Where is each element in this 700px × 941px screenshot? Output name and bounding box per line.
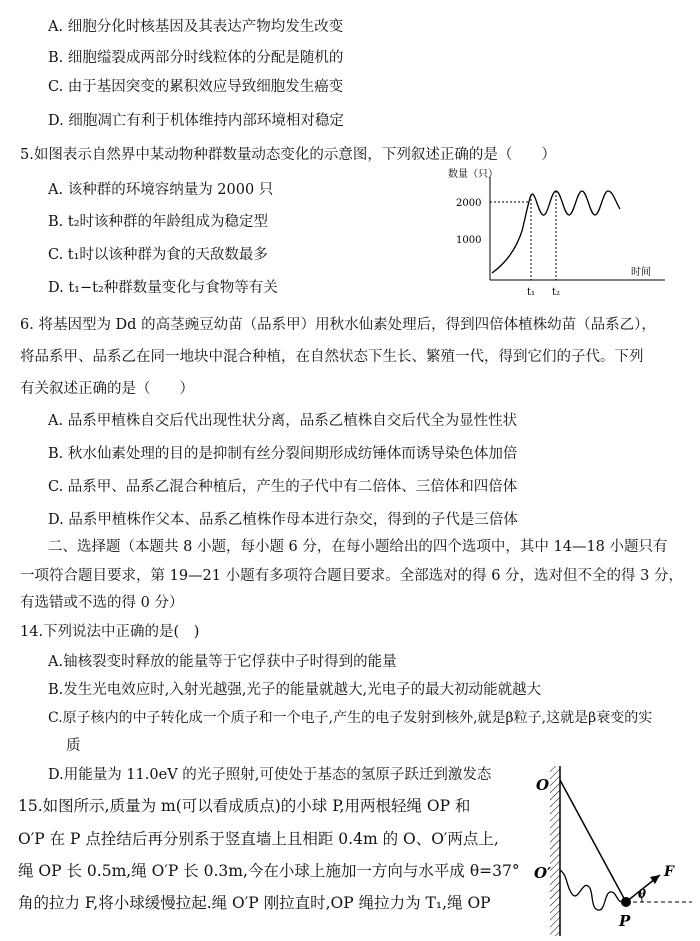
q6-line-1: 6. 将基因型为 Dd 的高茎豌豆幼苗（品系甲）用秋水仙素处理后，得到四倍体植株幼苗（品系乙）， <box>20 317 656 333</box>
graph-ytick-1000: 1000 <box>456 235 482 246</box>
q6-option-c: C. 品系甲、品系乙混合种植后，产生的子代中有二倍体、三倍体和四倍体 <box>48 479 518 495</box>
q6-line-2: 将品系甲、品系乙在同一地块中混合种植，在自然状态下生长、繁殖一代，得到它们的子代。下列 <box>20 349 644 365</box>
q14-option-a: A.铀核裂变时释放的能量等于它俘获中子时得到的能量 <box>48 654 397 670</box>
q5-option-b: B. t₂时该种群的年龄组成为稳定型 <box>48 214 269 230</box>
population-graph <box>440 163 670 305</box>
q14-option-c-cont: 质 <box>66 738 81 754</box>
q15-line-2: O′P 在 P 点拴结后再分别系于竖直墙上且相距 0.4m 的 O、O′两点上, <box>18 830 499 848</box>
q5-option-a: A. 该种群的环境容纳量为 2000 只 <box>48 182 274 198</box>
q15-line-3: 绳 OP 长 0.5m,绳 O′P 长 0.3m,今在小球上施加一方向与水平成 θ=37° <box>18 862 520 880</box>
q14-option-b: B.发生光电效应时,入射光越强,光子的能量就越大,光电子的最大初动能就越大 <box>48 682 542 698</box>
q6-option-a: A. 品系甲植株自交后代出现性状分离，品系乙植株自交后代全为显性性状 <box>48 413 518 429</box>
q4-option-d: D. 细胞凋亡有利于机体维持内部环境相对稳定 <box>48 113 344 129</box>
q6-option-d: D. 品系甲植株作父本、品系乙植株作母本进行杂交，得到的子代是三倍体 <box>48 512 518 528</box>
q6-option-b: B. 秋水仙素处理的目的是抑制有丝分裂间期形成纺锤体而诱导染色体加倍 <box>48 446 518 462</box>
q5-option-c: C. t₁时以该种群为食的天敌数最多 <box>48 247 268 263</box>
label-o-prime: O′ <box>534 864 552 882</box>
q5-option-d: D. t₁−t₂种群数量变化与食物等有关 <box>48 280 278 296</box>
q14-stem: 14.下列说法中正确的是( ) <box>20 624 200 640</box>
graph-ytick-2000: 2000 <box>456 198 482 209</box>
q15-line-4: 角的拉力 F,将小球缓慢拉起.绳 O′P 刚拉直时,OP 绳拉力为 T₁,绳 OP <box>18 894 491 912</box>
ball-p <box>621 897 631 907</box>
rope-o-prime-p <box>560 870 626 910</box>
graph-xtick-t1: t₁ <box>527 287 536 298</box>
q4-option-b: B. 细胞缢裂成两部分时线粒体的分配是随机的 <box>48 50 344 66</box>
rope-op <box>560 780 626 902</box>
q15-line-1: 15.如图所示,质量为 m(可以看成质点)的小球 P,用两根轻绳 OP 和 <box>18 797 471 815</box>
label-f: F <box>664 864 674 880</box>
q4-option-a: A. 细胞分化时核基因及其表达产物均发生改变 <box>48 19 344 35</box>
q14-option-d: D.用能量为 11.0eV 的光子照射,可使处于基态的氢原子跃迁到激发态 <box>48 767 492 783</box>
q14-option-c: C.原子核内的中子转化成一个质子和一个电子,产生的电子发射到核外,就是β粒子,这就是β衰变的实 <box>48 710 653 726</box>
q6-line-3: 有关叙述正确的是（ ） <box>20 381 194 397</box>
section2-line-1: 二、选择题（本题共 8 小题，每小题 6 分，在每小题给出的四个选项中，其中 14—18 小题只有 <box>48 539 668 555</box>
label-p: P <box>619 912 631 930</box>
q4-option-c: C. 由于基因突变的累积效应导致细胞发生癌变 <box>48 79 344 95</box>
label-o: O <box>536 776 550 794</box>
section2-line-2: 一项符合题目要求，第 19—21 小题有多项符合题目要求。全部选对的得 6 分，选对但不全的得 3 分， <box>20 568 684 584</box>
rope-ball-figure <box>528 758 696 938</box>
wall-hatch <box>550 766 560 936</box>
section2-line-3: 有选错或不选的得 0 分） <box>20 595 184 611</box>
graph-xtick-t2: t₂ <box>552 287 561 298</box>
graph-ylabel: 数量（只） <box>448 169 498 180</box>
graph-xlabel: 时间 <box>631 267 651 278</box>
label-theta: θ <box>638 887 647 901</box>
q5-stem: 5.如图表示自然界中某动物种群数量动态变化的示意图，下列叙述正确的是（ ） <box>20 147 556 163</box>
